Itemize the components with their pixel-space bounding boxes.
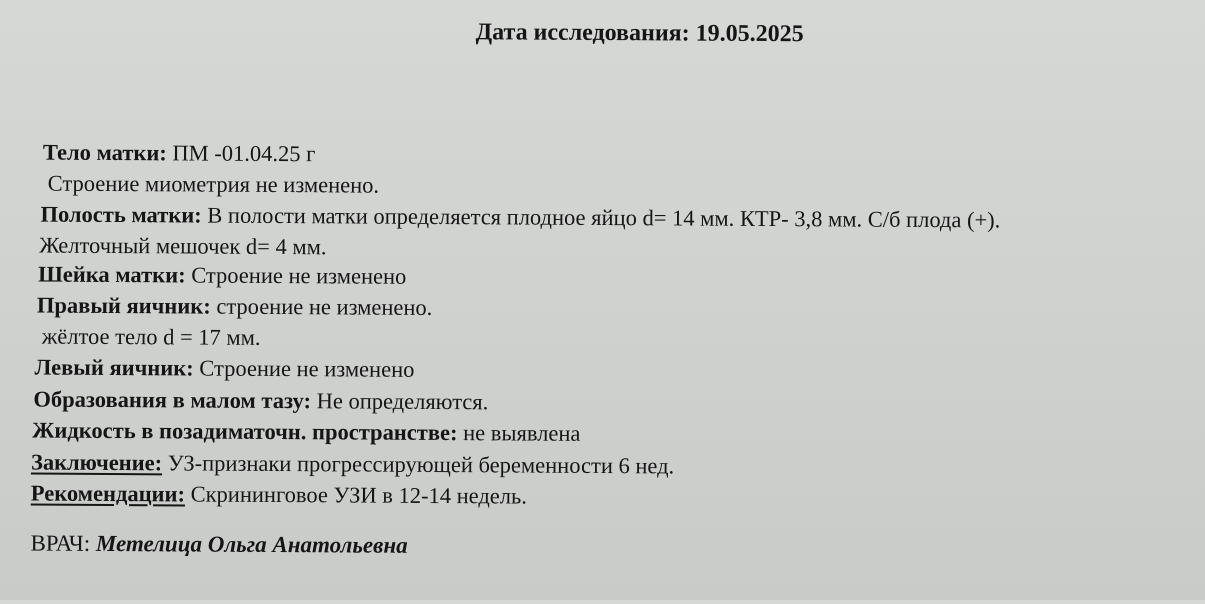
conclusion-text: УЗ-признаки прогрессирующей беременности 6 нед. — [167, 450, 675, 479]
study-date-label: Дата исследования: — [475, 19, 690, 47]
doctor-name: Метелица Ольга Анатольевна — [95, 530, 408, 558]
pelvic-formations-line — [33, 386, 489, 415]
cervix-text: Строение не изменено — [191, 262, 407, 289]
uterine-cavity-label: Полость матки: — [40, 201, 202, 228]
fluid-label: Жидкость в позадиматочн. пространстве: — [32, 417, 458, 446]
doctor-signature-line — [30, 531, 407, 559]
uterine-cavity-text: В полости матки определяется плодное яйцо d= 14 мм. КТР- 3,8 мм. С/б плода (+). — [207, 202, 1001, 233]
uterus-body-label: Тело матки: — [42, 139, 167, 166]
corpus-luteum-text: жёлтое тело d = 17 мм. — [41, 323, 261, 350]
fluid-line — [32, 417, 581, 446]
left-ovary-label: Левый яичник: — [34, 354, 194, 381]
uterine-cavity-line — [40, 201, 1001, 233]
right-ovary-line — [36, 292, 433, 320]
right-ovary-text: строение не изменено. — [216, 293, 433, 320]
myometrium-text: Строение миометрия не изменено. — [47, 170, 380, 198]
cervix-label: Шейка матки: — [38, 261, 186, 288]
pelvic-formations-label: Образования в малом тазу: — [33, 386, 312, 414]
corpus-luteum-line — [41, 323, 261, 350]
recommendations-label: Рекомендации: — [30, 480, 186, 507]
study-date — [476, 19, 804, 48]
left-ovary-line — [34, 354, 415, 382]
fluid-text: не выявлена — [463, 420, 581, 446]
doctor-label: ВРАЧ: — [30, 530, 91, 556]
conclusion-label: Заключение: — [30, 449, 163, 476]
pelvic-formations-text: Не определяются. — [316, 388, 489, 415]
yolk-sac-line — [39, 232, 327, 260]
recommendations-line — [30, 480, 528, 509]
myometrium-line — [47, 170, 380, 198]
uterus-body-text: ПМ -01.04.25 г — [172, 140, 316, 167]
yolk-sac-text: Желточный мешочек d= 4 мм. — [39, 232, 327, 260]
right-ovary-label: Правый яичник: — [36, 292, 211, 319]
study-date-value: 19.05.2025 — [695, 20, 804, 48]
recommendations-text: Скрининговое УЗИ в 12-14 недель. — [190, 481, 528, 509]
conclusion-line — [30, 449, 675, 479]
cervix-line — [38, 261, 407, 289]
left-ovary-text: Строение не изменено — [199, 355, 415, 382]
uterus-body-line — [42, 139, 316, 167]
